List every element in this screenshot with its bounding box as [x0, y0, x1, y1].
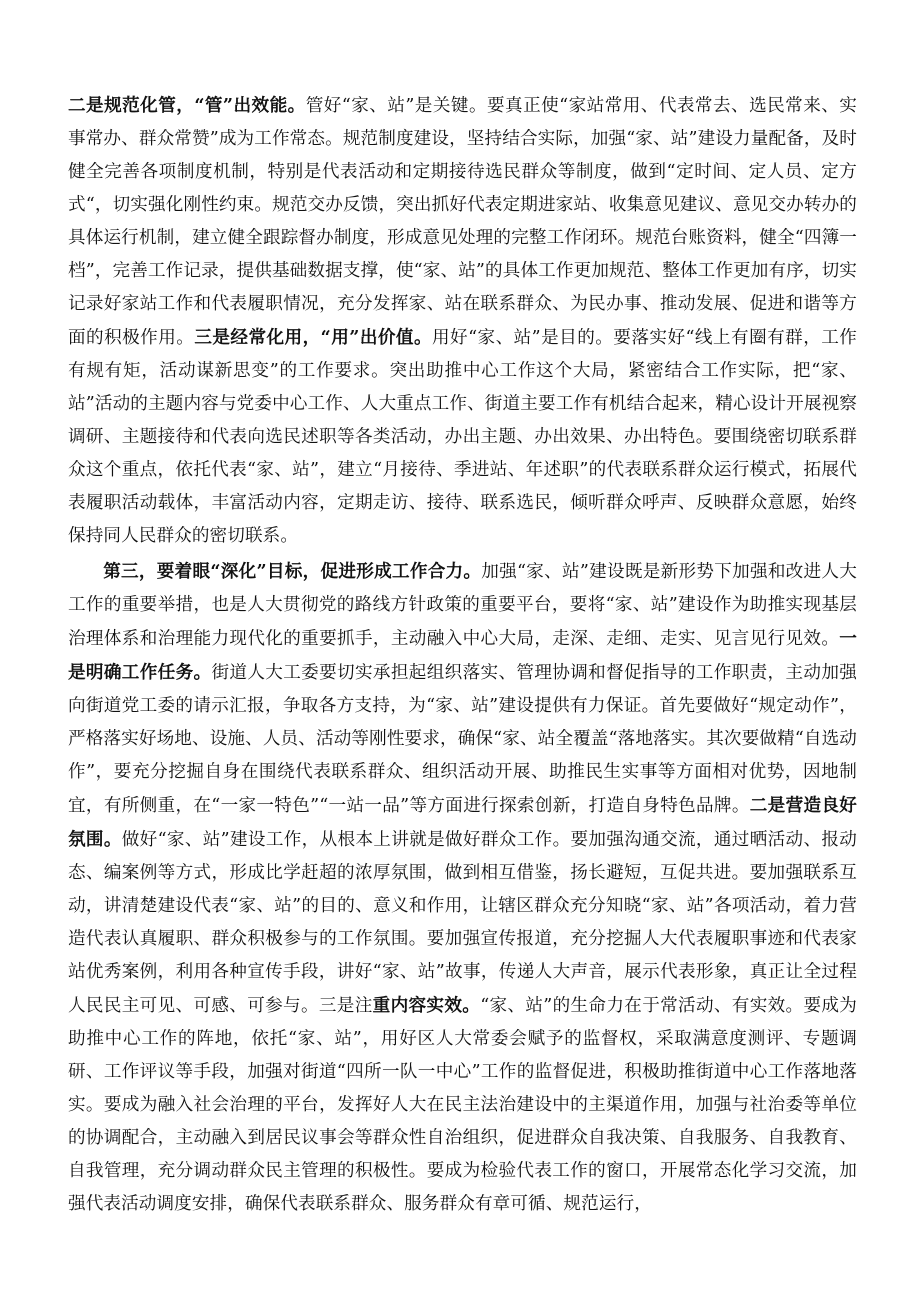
body-text: 做好“家、站”建设工作，从根本上讲就是做好群众工作。要加强沟通交流，通过晒活动、报动态、编案例等方式，形成比学赶超的浓厚氛围，做到相互借鉴，扬长避短，互促共进。要加强联系互动，讲清楚建设代表“家、站”的目的、意义和作用，让辖区群众充分知晓“家、站”各项活动，着力营造代表认真履职、群众积极参与的工作氛围。要加强宣传报道，充分挖掘人大代表履职事迹和代表家站优秀案例，利用各种宣传手段，讲好“家、站”故事，传递人大声音，展示代表形象，真正让全过程人民民主可见、可感、可参与。三是注 — [68, 830, 857, 1016]
body-text: 管好“家、站”是关键。要真正使“家站常用、代表常去、选民常来、实事常办、群众常赞”成为工作常态。规范制度建设，坚持结合实际，加强“家、站”建设力量配备，及时健全完善各项制度机制，特别是代表活动和定期接待选民群众等制度，做到“定时间、定人员、定方式“，切实强化刚性约束。规范交办反馈，突出抓好代表定期进家站、收集意见建议、意见交办转办的具体运行机制，建立健全跟踪督办制度，形成意见处理的完整工作闭环。规范台账资料，健全“四簿一档”，完善工作记录，提供基础数据支撑，使“家、站”的具体工作更加规范、整体工作更加有序，切实记录好家站工作和代表履职情况，充分发挥家、站在联系群众、为民办事、推动发展、促进和谐等方面的积极作用。 — [68, 96, 857, 348]
body-text: 用好“家、站”是目的。要落实好“线上有圈有群，工作有规有矩，活动谋新思变”的工作要求。突出助推中心工作这个大局，紧密结合工作实际，把“家、站”活动的主题内容与党委中心工作、人大重点工作、街道主要工作有机结合起来，精心设计开展视察调研、主题接待和代表向选民述职等各类活动，办出主题、办出效果、办出特色。要围绕密切联系群众这个重点，依托代表“家、站”，建立“月接待、季进站、年述职”的代表联系群众运行模式，拓展代表履职活动载体，丰富活动内容，定期走访、接待、联系选民，倾听群众呼声、反映群众意愿，始终保持同人民群众的密切联系。 — [68, 328, 857, 546]
body-text: 加强“家、站”建设既是新形势下加强和改进人大工作的重要举措，也是人大贯彻党的路线方针政策的重要平台，要将“家、站”建设作为助推实现基层治理体系和治理能力现代化的重要抓手，主动融入中心大局，走深、走细、走实、见言见行见效。 — [68, 562, 857, 649]
body-text: “家、站”的生命力在于常活动、有实效。要成为助推中心工作的阵地，依托“家、站”，用好区人大常委会赋予的监督权，采取满意度测评、专题调研、工作评议等手段，加强对街道“四所一队一中心”工作的监督促进，积极助推街道中心工作落地落实。要成为融入社会治理的平台，发挥好人大在民主法治建设中的主渠道作用，加强与社治委等单位的协调配合，主动融入到居民议事会等群众性自治组织，促进群众自我决策、自我服务、自我教育、自我管理，充分调动群众民主管理的积极性。要成为检验代表工作的窗口，开展常态化学习交流，加强代表活动调度安排，确保代表联系群众、服务群众有章可循、规范运行， — [68, 996, 858, 1214]
heading-create-atmosphere: 二是营造良好氛围。 — [68, 795, 857, 850]
paragraph-management-and-use — [68, 89, 857, 553]
body-text: 街道人大工委要切实承担起组织落实、管理协调和督促指导的工作职责，主动加强向街道党工委的请示汇报，争取各方支持，为“家、站”建设提供有力保证。首先要做好“规定动作”，严格落实好场地、设施、人员、活动等刚性要求，确保“家、站全覆盖“落地落实。其次要做精“自选动作”，要充分挖掘自身在围绕代表联系群众、组织活动开展、助推民生实事等方面相对优势，因地制宜，有所侧重，在“一家一特色”“一站一品”等方面进行探索创新，打造自身特色品牌。 — [68, 663, 857, 816]
paragraph-deepen-goal — [68, 555, 857, 1221]
heading-clarify-tasks: 一是明确工作任务。 — [68, 628, 857, 683]
heading-regular-use: 三是经常化用，“用”出价值。 — [194, 327, 433, 348]
heading-standardized-management: 二是规范化管，“管”出效能。 — [68, 95, 306, 116]
heading-content-effectiveness: 重内容实效。 — [372, 995, 481, 1016]
heading-third-deepen: 第三，要着眼“深化”目标，促进形成工作合力。 — [103, 561, 482, 582]
